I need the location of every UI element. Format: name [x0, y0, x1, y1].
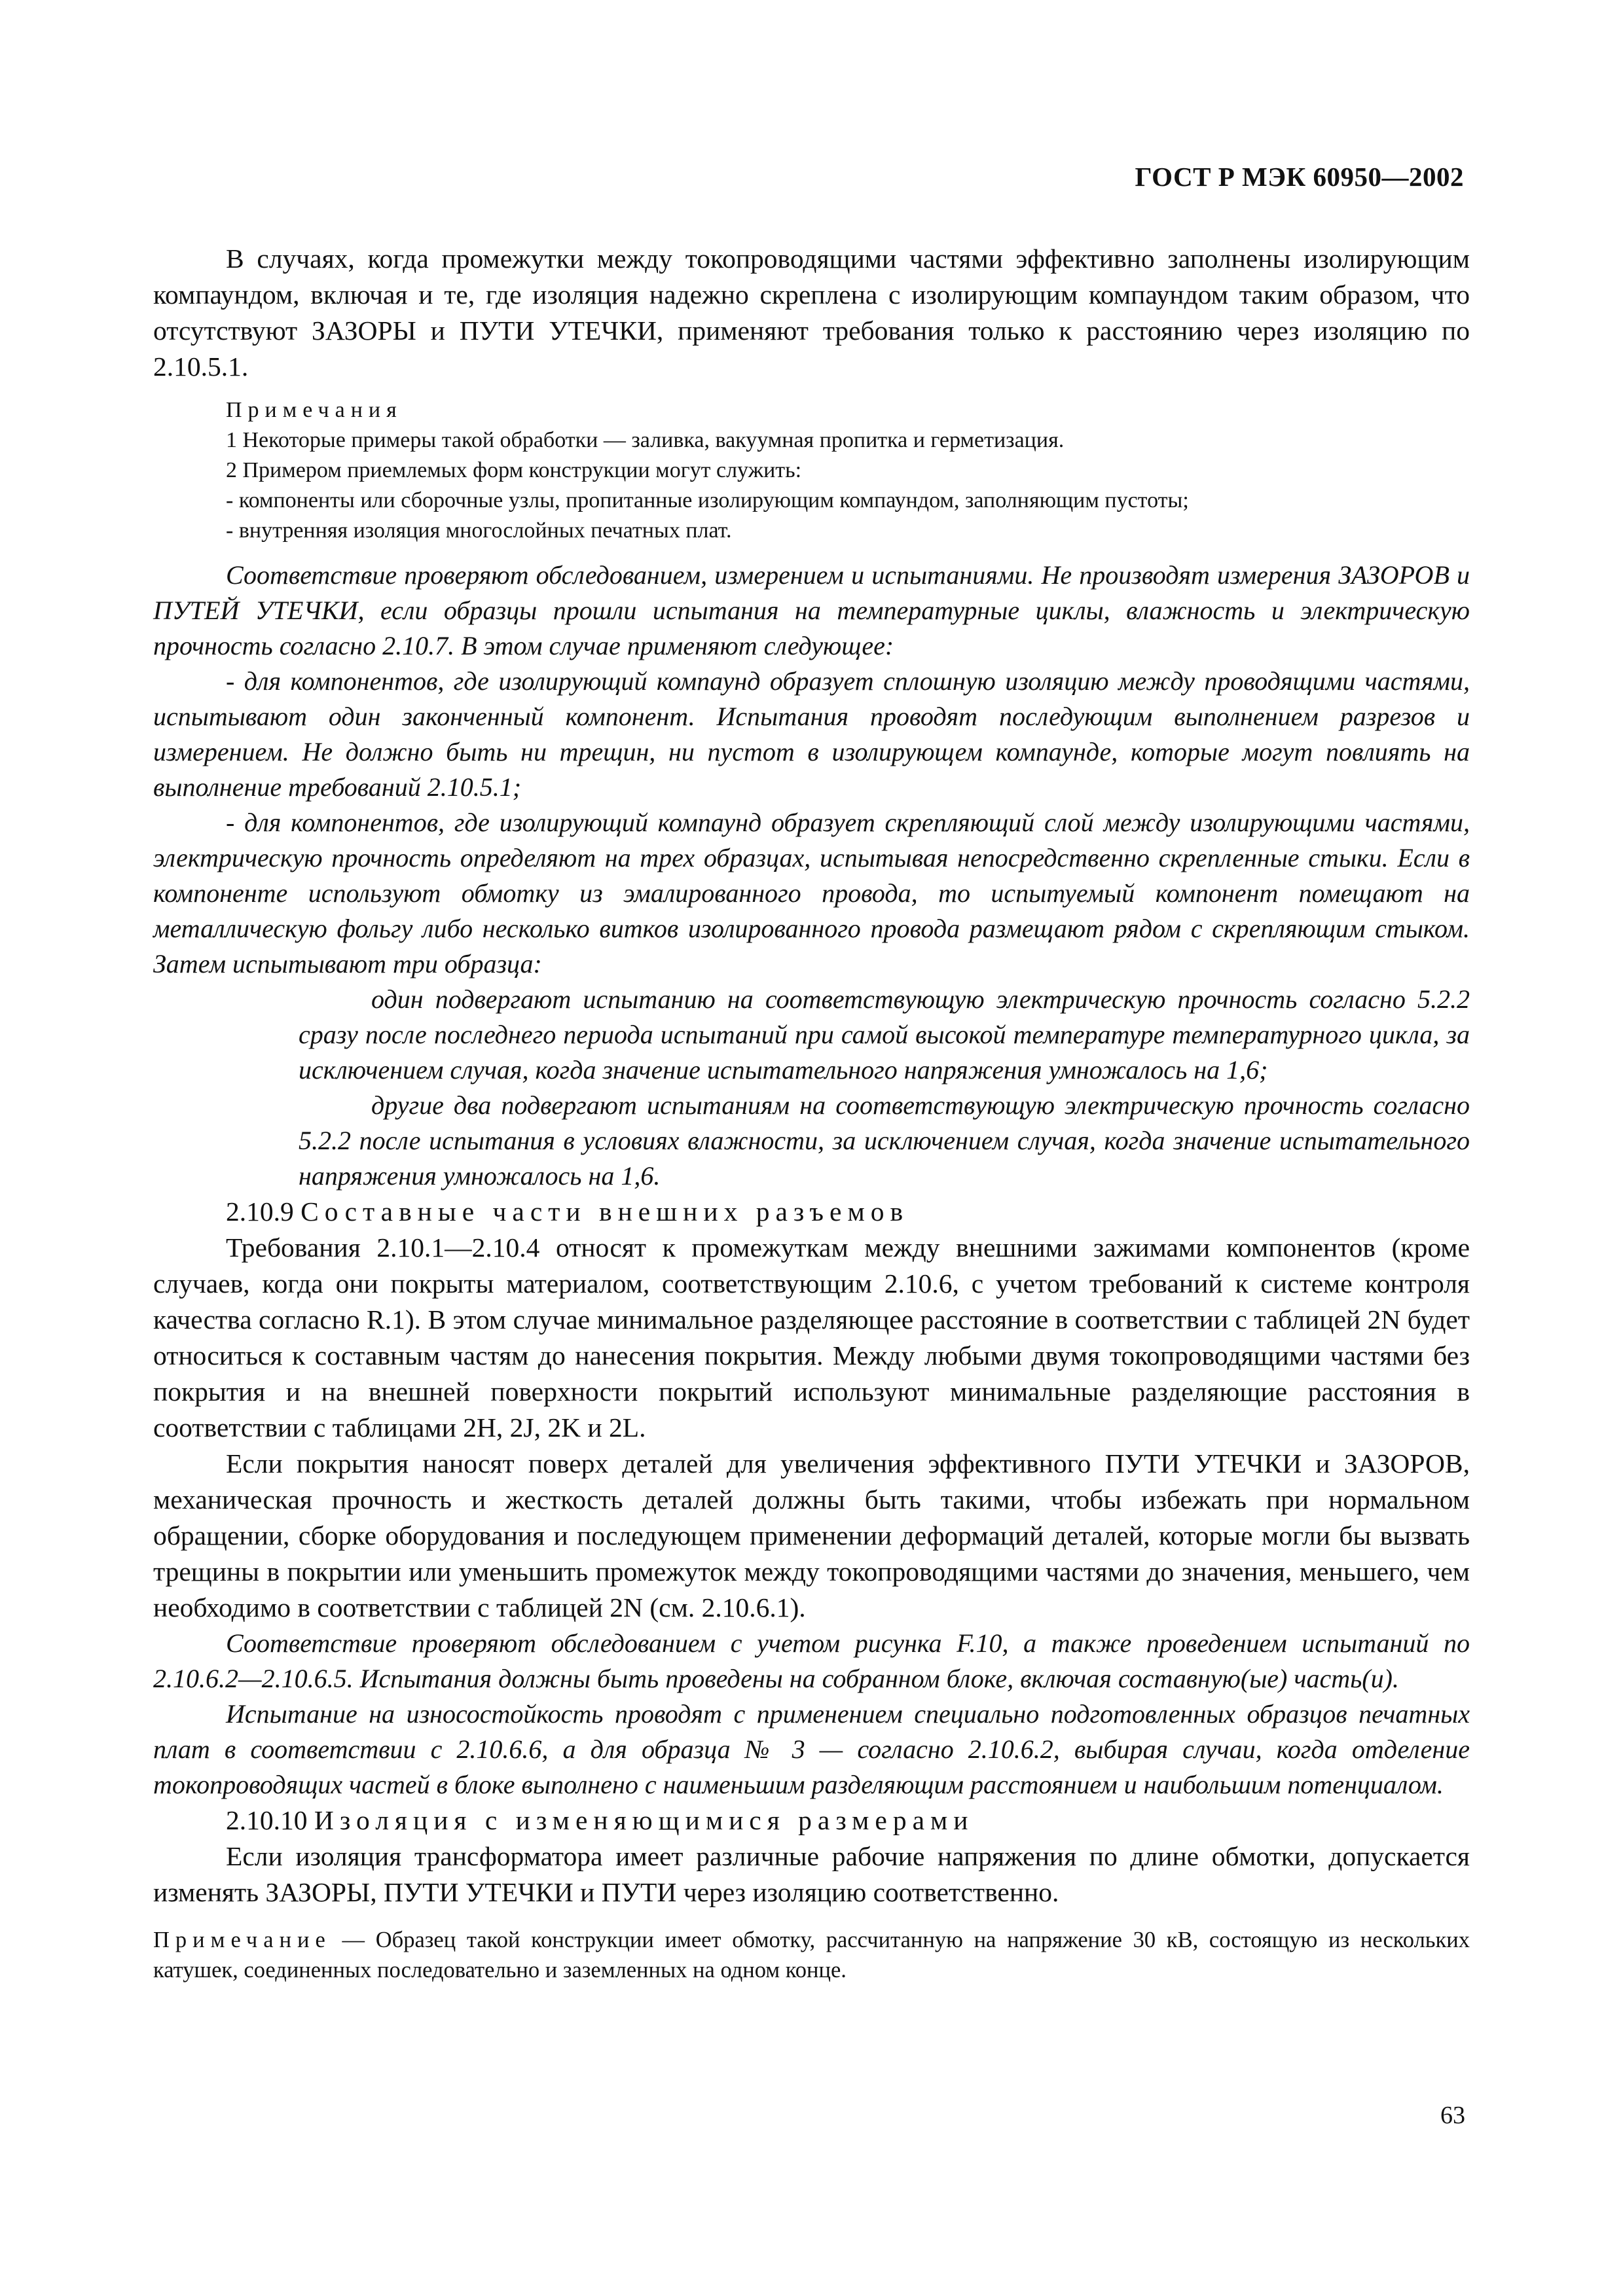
- notes-heading: Примечания: [226, 398, 403, 422]
- section-title: Составные части внешних разъемов: [301, 1196, 909, 1227]
- page-content: [153, 241, 1470, 1985]
- page-number: 63: [1440, 2102, 1465, 2129]
- section-compliance-paragraph: Соответствие проверяют обследованием с учетом рисунка F.10, а также проведением испытаний по 2.10.6.2—2.10.6.5. Испытания должны быть проведены на собранном блоке, включая составную(ые) часть(и).: [153, 1628, 1470, 1693]
- final-note: [153, 1925, 1470, 1985]
- standard-header: ГОСТ Р МЭК 60950—2002: [1135, 162, 1464, 192]
- section-heading: [153, 1803, 1470, 1839]
- section-number: 2.10.10: [226, 1805, 308, 1835]
- notes-block: [226, 395, 1470, 546]
- compliance-paragraph: - для компонентов, где изолирующий компаунд образует скрепляющий слой между изолирующими частями, электрическую прочность определяют на трех образцах, испытывая непосредственно скрепленные стыки. Если в компоненте используют обмотку из эмалированного провода, то испытуемый компонент помещают на металлическую фольгу либо несколько витков изолированного провода размещают рядом с скрепляющим стыком. Затем испытывают три образца:: [153, 808, 1470, 978]
- note-line: - внутренняя изоляция многослойных печатных плат.: [226, 518, 732, 543]
- section-paragraph: Если покрытия наносят поверх деталей для увеличения эффективного ПУТИ УТЕЧКИ и ЗАЗОРОВ, механическая прочность и жесткость деталей должны быть такими, чтобы избежать при нормальном обращении, сборке оборудования и последующем применении деформаций деталей, которые могли бы вызвать трещины в покрытии или уменьшить промежуток между токопроводящими частями до значения, меньшего, чем необходимо в соответствии с таблицей 2N (см. 2.10.6.1).: [153, 1448, 1470, 1623]
- note-line: - компоненты или сборочные узлы, пропитанные изолирующим компаундом, заполняющим пустоты;: [226, 488, 1189, 512]
- section-title: Изоляция с изменяющимися размерами: [314, 1805, 974, 1835]
- final-note-text: — Образец такой конструкции имеет обмотку, рассчитанную на напряжение 30 кВ, состоящую из нескольких катушек, соединенных последовательно и заземленных на одном конце.: [153, 1928, 1470, 1982]
- section-paragraph: Если изоляция трансформатора имеет различные рабочие напряжения по длине обмотки, допускается изменять ЗАЗОРЫ, ПУТИ УТЕЧКИ и ПУТИ через изоляцию соответственно.: [153, 1841, 1470, 1907]
- compliance-paragraph: - для компонентов, где изолирующий компаунд образует сплошную изоляцию между проводящими частями, испытывают один законченный компонент. Испытания проводят последующим выполнением разрезов и измерением. Не должно быть ни трещин, ни пустот в изолирующем компаунде, которые могут повлиять на выполнение требований 2.10.5.1;: [153, 666, 1470, 802]
- note-line: 1 Некоторые примеры такой обработки — заливка, вакуумная пропитка и герметизация.: [226, 428, 1065, 452]
- compliance-paragraph: Соответствие проверяют обследованием, измерением и испытаниями. Не производят измерения ЗАЗОРОВ и ПУТЕЙ УТЕЧКИ, если образцы прошли испытания на температурные циклы, влажность и электрическую прочность согласно 2.10.7. В этом случае применяют следующее:: [153, 560, 1470, 660]
- section-heading: [153, 1194, 1470, 1230]
- section-number: 2.10.9: [226, 1196, 294, 1227]
- intro-paragraph: В случаях, когда промежутки между токопроводящими частями эффективно заполнены изолирующим компаундом, включая и те, где изоляция надежно скреплена с изолирующим компаундом таким образом, что отсутствуют ЗАЗОРЫ и ПУТИ УТЕЧКИ, применяют требования только к расстоянию через изоляцию по 2.10.5.1.: [153, 243, 1470, 382]
- section-paragraph: Требования 2.10.1—2.10.4 относят к промежуткам между внешними зажимами компонентов (кроме случаев, когда они покрыты материалом, соответствующим 2.10.6, с учетом требований к системе контроля качества согласно R.1). В этом случае минимальное разделяющее расстояние в соответствии с таблицей 2N будет относиться к составным частям до нанесения покрытия. Между любыми двумя токопроводящими частями без покрытия и на внешней поверхности покрытий используют минимальные разделяющие расстояния в соответствии с таблицами 2H, 2J, 2K и 2L.: [153, 1232, 1470, 1443]
- final-note-label: Примечание: [153, 1928, 331, 1952]
- note-line: 2 Примером приемлемых форм конструкции могут служить:: [226, 458, 802, 482]
- section-compliance-paragraph: Испытание на износостойкость проводят с применением специально подготовленных образцов печатных плат в соответствии с 2.10.6.6, а для образца № 3 — согласно 2.10.6.2, выбирая случаи, когда отделение токопроводящих частей в блоке выполнено с наименьшим разделяющим расстоянием и наибольшим потенциалом.: [153, 1699, 1470, 1799]
- compliance-subparagraph: один подвергают испытанию на соответствующую электрическую прочность согласно 5.2.2 сразу после последнего периода испытаний при самой высокой температуре температурного цикла, за исключением случая, когда значение испытательного напряжения умножалось на 1,6;: [299, 984, 1470, 1085]
- compliance-subparagraph: другие два подвергают испытаниям на соответствующую электрическую прочность согласно 5.2.2 после испытания в условиях влажности, за исключением случая, когда значение испытательного напряжения умножалось на 1,6.: [299, 1090, 1470, 1191]
